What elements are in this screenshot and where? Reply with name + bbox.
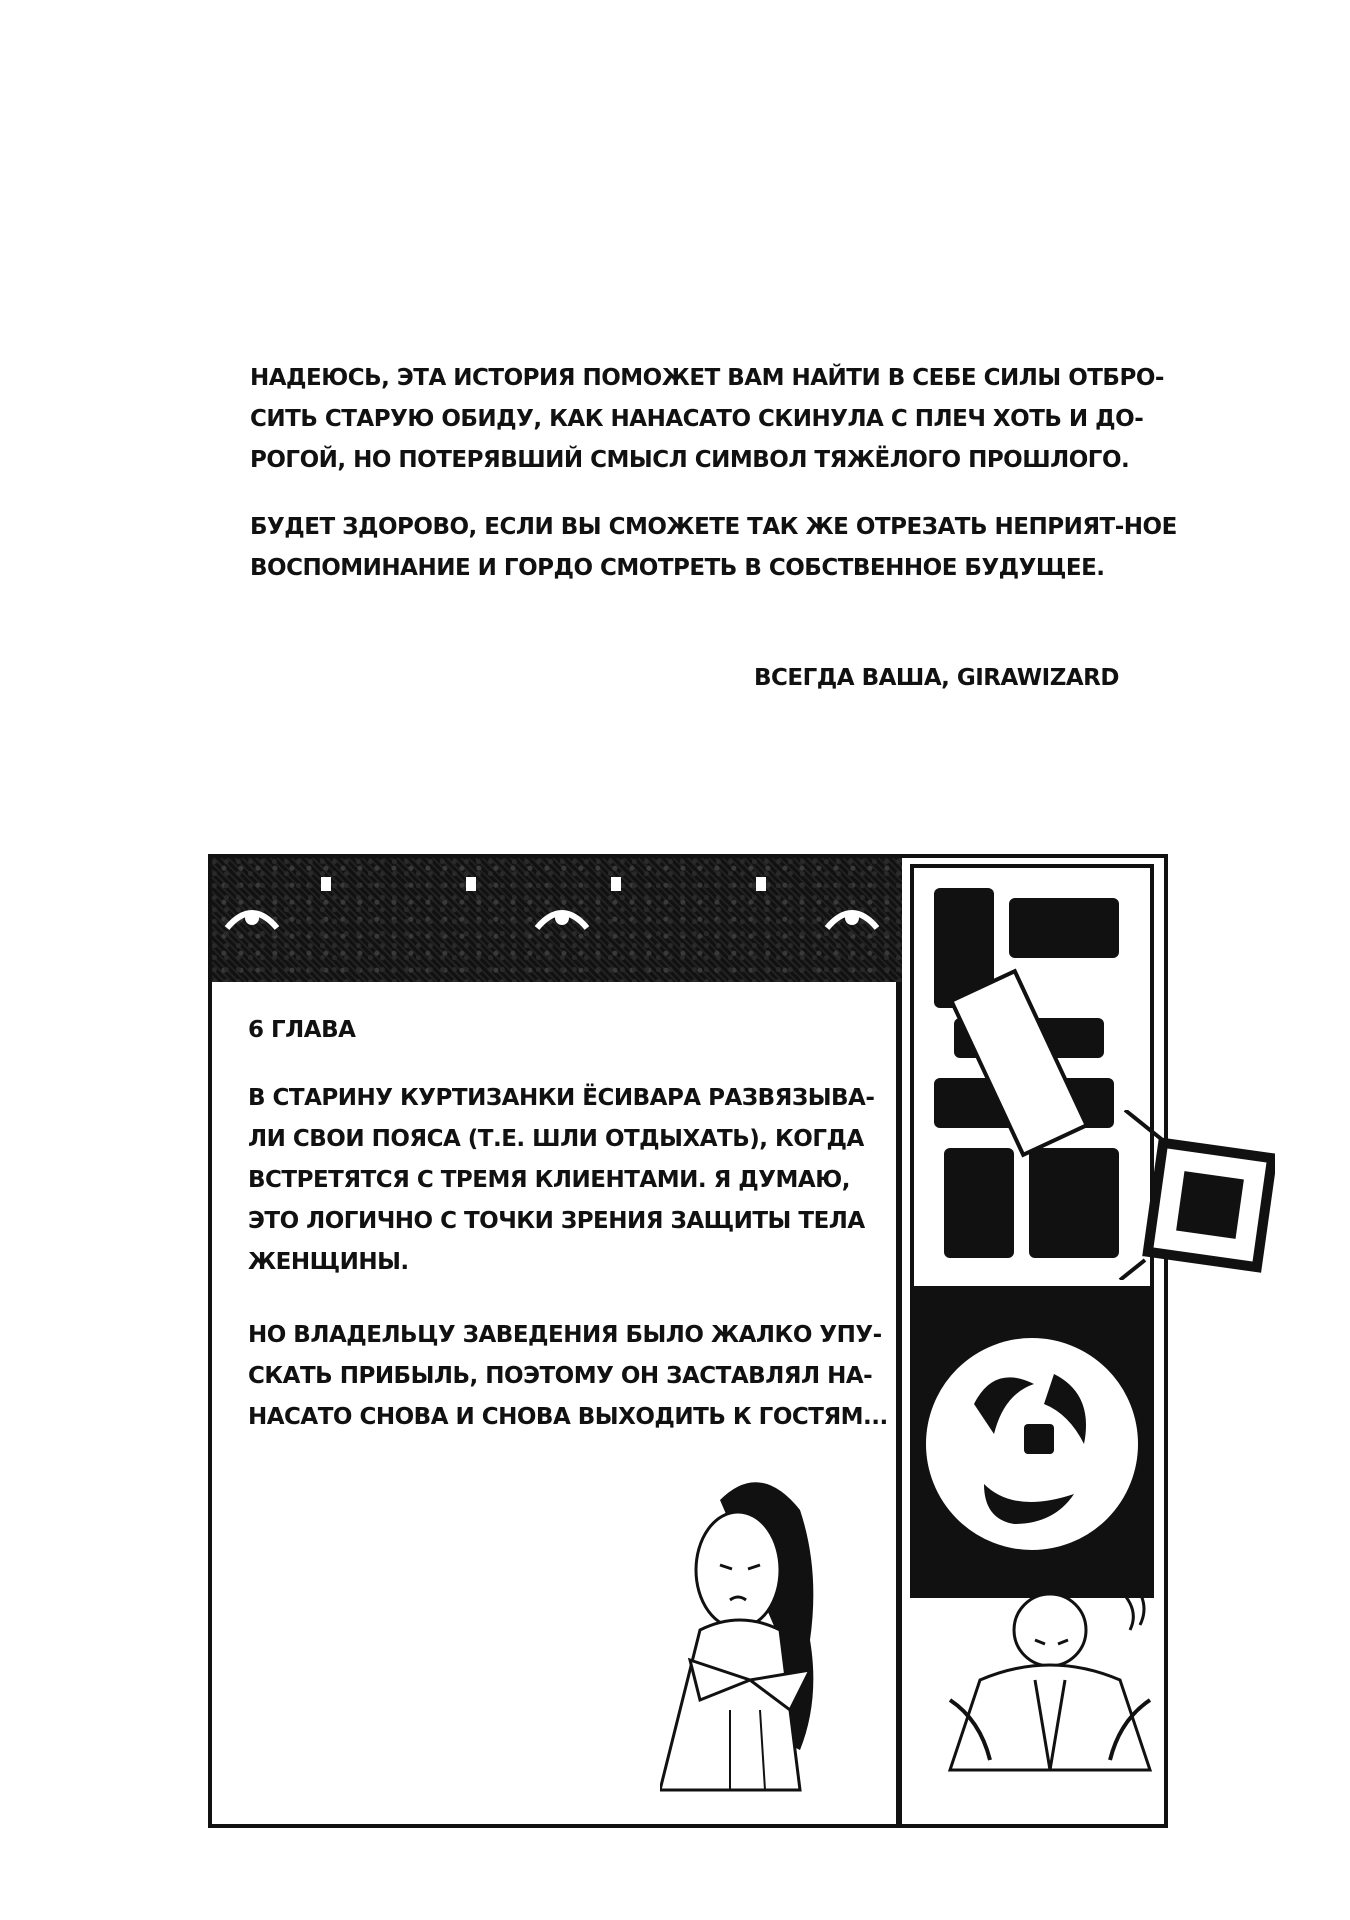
author-note <box>250 358 1180 615</box>
author-signature: ВСЕГДА ВАША, GIRAWIZARD <box>754 665 1119 691</box>
courtesan-figure-icon <box>660 1470 840 1800</box>
chapter-heading: 6 ГЛАВА <box>248 1017 356 1043</box>
noren-curtain <box>212 858 906 982</box>
lantern-emblem-icon <box>910 1290 1154 1598</box>
curtain-crest-icons <box>212 858 902 982</box>
story-paragraph-2: НО ВЛАДЕЛЬЦУ ЗАВЕДЕНИЯ БЫЛО ЖАЛКО УПУ-СКАТЬ ПРИБЫЛЬ, ПОЭТОМУ ОН ЗАСТАВЛЯЛ НА-НАСАТО СНОВА И СНОВА ВЫХОДИТЬ К ГОСТЯМ... <box>248 1322 888 1430</box>
note-paragraph-2: БУДЕТ ЗДОРОВО, ЕСЛИ ВЫ СМОЖЕТЕ ТАК ЖЕ ОТРЕЗАТЬ НЕПРИЯТ-НОЕ ВОСПОМИНАНИЕ И ГОРДО СМОТРЕТЬ В СОБСТВЕННОЕ БУДУЩЕЕ. <box>250 514 1177 581</box>
kneeling-man-figure-icon <box>930 1580 1170 1780</box>
note-paragraph-1: НАДЕЮСЬ, ЭТА ИСТОРИЯ ПОМОЖЕТ ВАМ НАЙТИ В СЕБЕ СИЛЫ ОТБРО-СИТЬ СТАРУЮ ОБИДУ, КАК НАНАСАТО СКИНУЛА С ПЛЕЧ ХОТЬ И ДО-РОГОЙ, НО ПОТЕРЯВШИЙ СМЫСЛ СИМВОЛ ТЯЖЁЛОГО ПРОШЛОГО. <box>250 365 1164 473</box>
chapter-text <box>248 1078 888 1470</box>
hanging-sign-icon <box>1115 1110 1275 1280</box>
story-paragraph-1: В СТАРИНУ КУРТИЗАНКИ ЁСИВАРА РАЗВЯЗЫВА-ЛИ СВОИ ПОЯСА (Т.Е. ШЛИ ОТДЫХАТЬ), КОГДА ВСТРЕТЯТСЯ С ТРЕМЯ КЛИЕНТАМИ. Я ДУМАЮ, ЭТО ЛОГИЧНО С ТОЧКИ ЗРЕНИЯ ЗАЩИТЫ ТЕЛА ЖЕНЩИНЫ. <box>248 1085 875 1275</box>
